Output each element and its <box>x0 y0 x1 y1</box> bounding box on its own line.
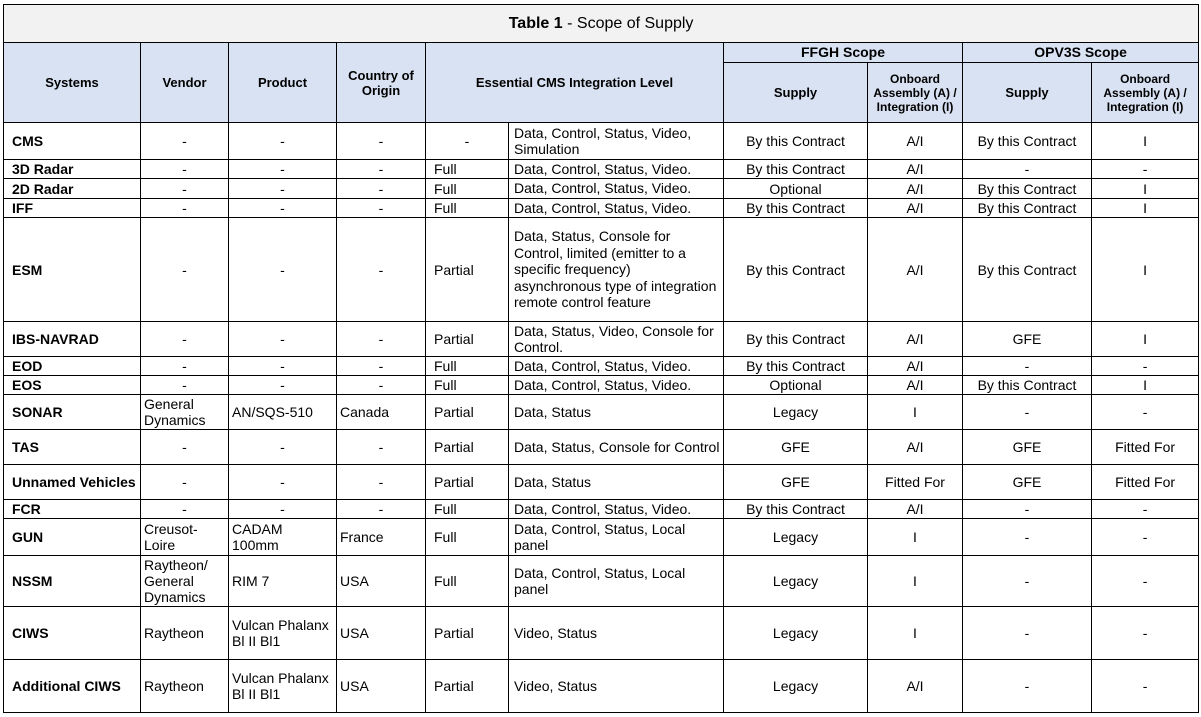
integration-description-cell: Video, Status <box>509 660 724 713</box>
header-country: Country of Origin <box>337 43 426 123</box>
system-name-cell: IFF <box>4 199 141 218</box>
vendor-cell: - <box>141 179 229 199</box>
vendor-cell: Creusot-Loire <box>141 519 229 556</box>
integration-level-cell: Partial <box>426 322 509 357</box>
product-cell: RIM 7 <box>229 556 337 607</box>
opv3s-onboard-cell: I <box>1092 123 1199 160</box>
header-ffgh-onboard: Onboard Assembly (A) / Integration (I) <box>868 63 963 123</box>
opv3s-onboard-cell: - <box>1092 160 1199 179</box>
opv3s-supply-cell: - <box>963 500 1092 519</box>
product-cell: - <box>229 218 337 322</box>
ffgh-onboard-cell: A/I <box>868 376 963 395</box>
integration-description-cell: Data, Status <box>509 465 724 500</box>
opv3s-onboard-cell: - <box>1092 395 1199 430</box>
integration-level-cell: Full <box>426 179 509 199</box>
opv3s-supply-cell: By this Contract <box>963 218 1092 322</box>
opv3s-onboard-cell: I <box>1092 218 1199 322</box>
integration-level-cell: Full <box>426 556 509 607</box>
ffgh-supply-cell: Optional <box>724 376 868 395</box>
table-row <box>4 519 1199 556</box>
ffgh-supply-cell: By this Contract <box>724 357 868 376</box>
opv3s-supply-cell: - <box>963 395 1092 430</box>
product-cell: CADAM 100mm <box>229 519 337 556</box>
country-of-origin-cell: - <box>337 179 426 199</box>
ffgh-onboard-cell: A/I <box>868 322 963 357</box>
product-cell: - <box>229 160 337 179</box>
opv3s-onboard-cell: Fitted For <box>1092 465 1199 500</box>
ffgh-supply-cell: Legacy <box>724 660 868 713</box>
system-name-cell: CMS <box>4 123 141 160</box>
product-cell: AN/SQS-510 <box>229 395 337 430</box>
opv3s-supply-cell: By this Contract <box>963 123 1092 160</box>
table-row <box>4 218 1199 322</box>
opv3s-supply-cell: GFE <box>963 322 1092 357</box>
integration-description-cell: Data, Status <box>509 395 724 430</box>
integration-level-cell: Full <box>426 199 509 218</box>
vendor-cell: - <box>141 322 229 357</box>
ffgh-supply-cell: Legacy <box>724 395 868 430</box>
ffgh-supply-cell: Legacy <box>724 519 868 556</box>
ffgh-onboard-cell: A/I <box>868 660 963 713</box>
country-of-origin-cell: - <box>337 218 426 322</box>
opv3s-onboard-cell: I <box>1092 376 1199 395</box>
integration-level-cell: Full <box>426 160 509 179</box>
system-name-cell: GUN <box>4 519 141 556</box>
opv3s-onboard-cell: I <box>1092 179 1199 199</box>
integration-description-cell: Video, Status <box>509 607 724 660</box>
ffgh-onboard-cell: I <box>868 607 963 660</box>
product-cell: - <box>229 357 337 376</box>
ffgh-onboard-cell: I <box>868 519 963 556</box>
integration-level-cell: Partial <box>426 465 509 500</box>
opv3s-onboard-cell: I <box>1092 199 1199 218</box>
table-row <box>4 556 1199 607</box>
ffgh-onboard-cell: A/I <box>868 123 963 160</box>
system-name-cell: SONAR <box>4 395 141 430</box>
integration-level-cell: Partial <box>426 218 509 322</box>
product-cell: - <box>229 199 337 218</box>
integration-description-cell: Data, Status, Video, Console for Control. <box>509 322 724 357</box>
opv3s-supply-cell: - <box>963 357 1092 376</box>
integration-level-cell: Full <box>426 357 509 376</box>
opv3s-onboard-cell: - <box>1092 500 1199 519</box>
country-of-origin-cell: - <box>337 322 426 357</box>
country-of-origin-cell: - <box>337 465 426 500</box>
vendor-cell: - <box>141 123 229 160</box>
system-name-cell: ESM <box>4 218 141 322</box>
integration-description-cell: Data, Control, Status, Video. <box>509 179 724 199</box>
vendor-cell: Raytheon <box>141 660 229 713</box>
vendor-cell: - <box>141 376 229 395</box>
ffgh-supply-cell: By this Contract <box>724 123 868 160</box>
product-cell: - <box>229 500 337 519</box>
header-ffgh-supply: Supply <box>724 63 868 123</box>
header-opv-supply: Supply <box>963 63 1092 123</box>
ffgh-onboard-cell: A/I <box>868 160 963 179</box>
country-of-origin-cell: - <box>337 123 426 160</box>
system-name-cell: Unnamed Vehicles <box>4 465 141 500</box>
vendor-cell: Raytheon <box>141 607 229 660</box>
opv3s-supply-cell: By this Contract <box>963 199 1092 218</box>
ffgh-supply-cell: Optional <box>724 179 868 199</box>
integration-description-cell: Data, Control, Status, Local panel <box>509 556 724 607</box>
ffgh-onboard-cell: Fitted For <box>868 465 963 500</box>
integration-description-cell: Data, Control, Status, Video. <box>509 500 724 519</box>
opv3s-supply-cell: - <box>963 607 1092 660</box>
integration-level-cell: Full <box>426 376 509 395</box>
integration-description-cell: Data, Control, Status, Video. <box>509 199 724 218</box>
country-of-origin-cell: - <box>337 430 426 465</box>
integration-description-cell: Data, Control, Status, Video. <box>509 376 724 395</box>
ffgh-onboard-cell: A/I <box>868 500 963 519</box>
opv3s-onboard-cell: - <box>1092 519 1199 556</box>
vendor-cell: - <box>141 160 229 179</box>
table-row <box>4 160 1199 179</box>
table-row <box>4 430 1199 465</box>
ffgh-onboard-cell: A/I <box>868 218 963 322</box>
header-vendor: Vendor <box>141 43 229 123</box>
table-row <box>4 500 1199 519</box>
table-row <box>4 322 1199 357</box>
opv3s-supply-cell: - <box>963 519 1092 556</box>
system-name-cell: FCR <box>4 500 141 519</box>
country-of-origin-cell: France <box>337 519 426 556</box>
ffgh-supply-cell: GFE <box>724 465 868 500</box>
header-opv-onboard: Onboard Assembly (A) / Integration (I) <box>1092 63 1199 123</box>
opv3s-onboard-cell: - <box>1092 556 1199 607</box>
vendor-cell: General Dynamics <box>141 395 229 430</box>
opv3s-supply-cell: - <box>963 160 1092 179</box>
opv3s-onboard-cell: Fitted For <box>1092 430 1199 465</box>
opv3s-onboard-cell: I <box>1092 322 1199 357</box>
integration-level-cell: Full <box>426 519 509 556</box>
vendor-cell: - <box>141 218 229 322</box>
table-row <box>4 123 1199 160</box>
table-row <box>4 376 1199 395</box>
product-cell: - <box>229 179 337 199</box>
opv3s-onboard-cell: - <box>1092 660 1199 713</box>
table-row <box>4 660 1199 713</box>
system-name-cell: NSSM <box>4 556 141 607</box>
ffgh-onboard-cell: A/I <box>868 430 963 465</box>
system-name-cell: CIWS <box>4 607 141 660</box>
table-row <box>4 199 1199 218</box>
vendor-cell: - <box>141 430 229 465</box>
ffgh-onboard-cell: A/I <box>868 179 963 199</box>
opv3s-onboard-cell: - <box>1092 607 1199 660</box>
ffgh-supply-cell: By this Contract <box>724 199 868 218</box>
opv3s-supply-cell: GFE <box>963 465 1092 500</box>
integration-description-cell: Data, Status, Console for Control, limited (emitter to a specific frequency) asynchronous type of integration remote control feature <box>509 218 724 322</box>
header-ffgh-scope: FFGH Scope <box>724 43 963 63</box>
integration-level-cell: Partial <box>426 660 509 713</box>
vendor-cell: - <box>141 465 229 500</box>
integration-description-cell: Data, Control, Status, Video. <box>509 160 724 179</box>
system-name-cell: IBS-NAVRAD <box>4 322 141 357</box>
integration-description-cell: Data, Control, Status, Video, Simulation <box>509 123 724 160</box>
product-cell: - <box>229 465 337 500</box>
country-of-origin-cell: USA <box>337 556 426 607</box>
scope-of-supply-table <box>3 4 1199 713</box>
ffgh-supply-cell: By this Contract <box>724 500 868 519</box>
opv3s-supply-cell: - <box>963 660 1092 713</box>
table-title <box>4 5 1199 43</box>
table-number: Table 1 <box>508 14 563 32</box>
country-of-origin-cell: - <box>337 500 426 519</box>
header-product: Product <box>229 43 337 123</box>
ffgh-supply-cell: Legacy <box>724 607 868 660</box>
country-of-origin-cell: - <box>337 357 426 376</box>
system-name-cell: EOS <box>4 376 141 395</box>
country-of-origin-cell: - <box>337 376 426 395</box>
country-of-origin-cell: USA <box>337 607 426 660</box>
ffgh-supply-cell: By this Contract <box>724 322 868 357</box>
table-row <box>4 395 1199 430</box>
product-cell: Vulcan Phalanx Bl II Bl1 <box>229 660 337 713</box>
ffgh-onboard-cell: I <box>868 395 963 430</box>
ffgh-onboard-cell: A/I <box>868 199 963 218</box>
country-of-origin-cell: USA <box>337 660 426 713</box>
country-of-origin-cell: Canada <box>337 395 426 430</box>
opv3s-supply-cell: - <box>963 556 1092 607</box>
product-cell: - <box>229 123 337 160</box>
ffgh-supply-cell: Legacy <box>724 556 868 607</box>
integration-description-cell: Data, Control, Status, Video. <box>509 357 724 376</box>
ffgh-onboard-cell: A/I <box>868 357 963 376</box>
header-opv3s-scope: OPV3S Scope <box>963 43 1199 63</box>
system-name-cell: TAS <box>4 430 141 465</box>
header-systems: Systems <box>4 43 141 123</box>
product-cell: - <box>229 322 337 357</box>
system-name-cell: Additional CIWS <box>4 660 141 713</box>
ffgh-supply-cell: By this Contract <box>724 218 868 322</box>
system-name-cell: 2D Radar <box>4 179 141 199</box>
integration-description-cell: Data, Status, Console for Control <box>509 430 724 465</box>
header-row-1 <box>4 43 1199 63</box>
opv3s-supply-cell: GFE <box>963 430 1092 465</box>
opv3s-supply-cell: By this Contract <box>963 179 1092 199</box>
table-caption: - Scope of Supply <box>562 14 694 32</box>
ffgh-supply-cell: GFE <box>724 430 868 465</box>
ffgh-onboard-cell: I <box>868 556 963 607</box>
product-cell: - <box>229 376 337 395</box>
integration-description-cell: Data, Control, Status, Local panel <box>509 519 724 556</box>
header-integration-level: Essential CMS Integration Level <box>426 43 724 123</box>
table-row <box>4 357 1199 376</box>
vendor-cell: - <box>141 357 229 376</box>
product-cell: - <box>229 430 337 465</box>
system-name-cell: 3D Radar <box>4 160 141 179</box>
table-row <box>4 179 1199 199</box>
system-name-cell: EOD <box>4 357 141 376</box>
country-of-origin-cell: - <box>337 199 426 218</box>
integration-level-cell: - <box>426 123 509 160</box>
integration-level-cell: Partial <box>426 430 509 465</box>
table-row <box>4 607 1199 660</box>
vendor-cell: Raytheon/ General Dynamics <box>141 556 229 607</box>
country-of-origin-cell: - <box>337 160 426 179</box>
integration-level-cell: Partial <box>426 395 509 430</box>
opv3s-supply-cell: By this Contract <box>963 376 1092 395</box>
integration-level-cell: Partial <box>426 607 509 660</box>
table-row <box>4 465 1199 500</box>
integration-level-cell: Full <box>426 500 509 519</box>
vendor-cell: - <box>141 199 229 218</box>
table-title-row <box>4 5 1199 43</box>
ffgh-supply-cell: By this Contract <box>724 160 868 179</box>
opv3s-onboard-cell: - <box>1092 357 1199 376</box>
product-cell: Vulcan Phalanx Bl II Bl1 <box>229 607 337 660</box>
vendor-cell: - <box>141 500 229 519</box>
